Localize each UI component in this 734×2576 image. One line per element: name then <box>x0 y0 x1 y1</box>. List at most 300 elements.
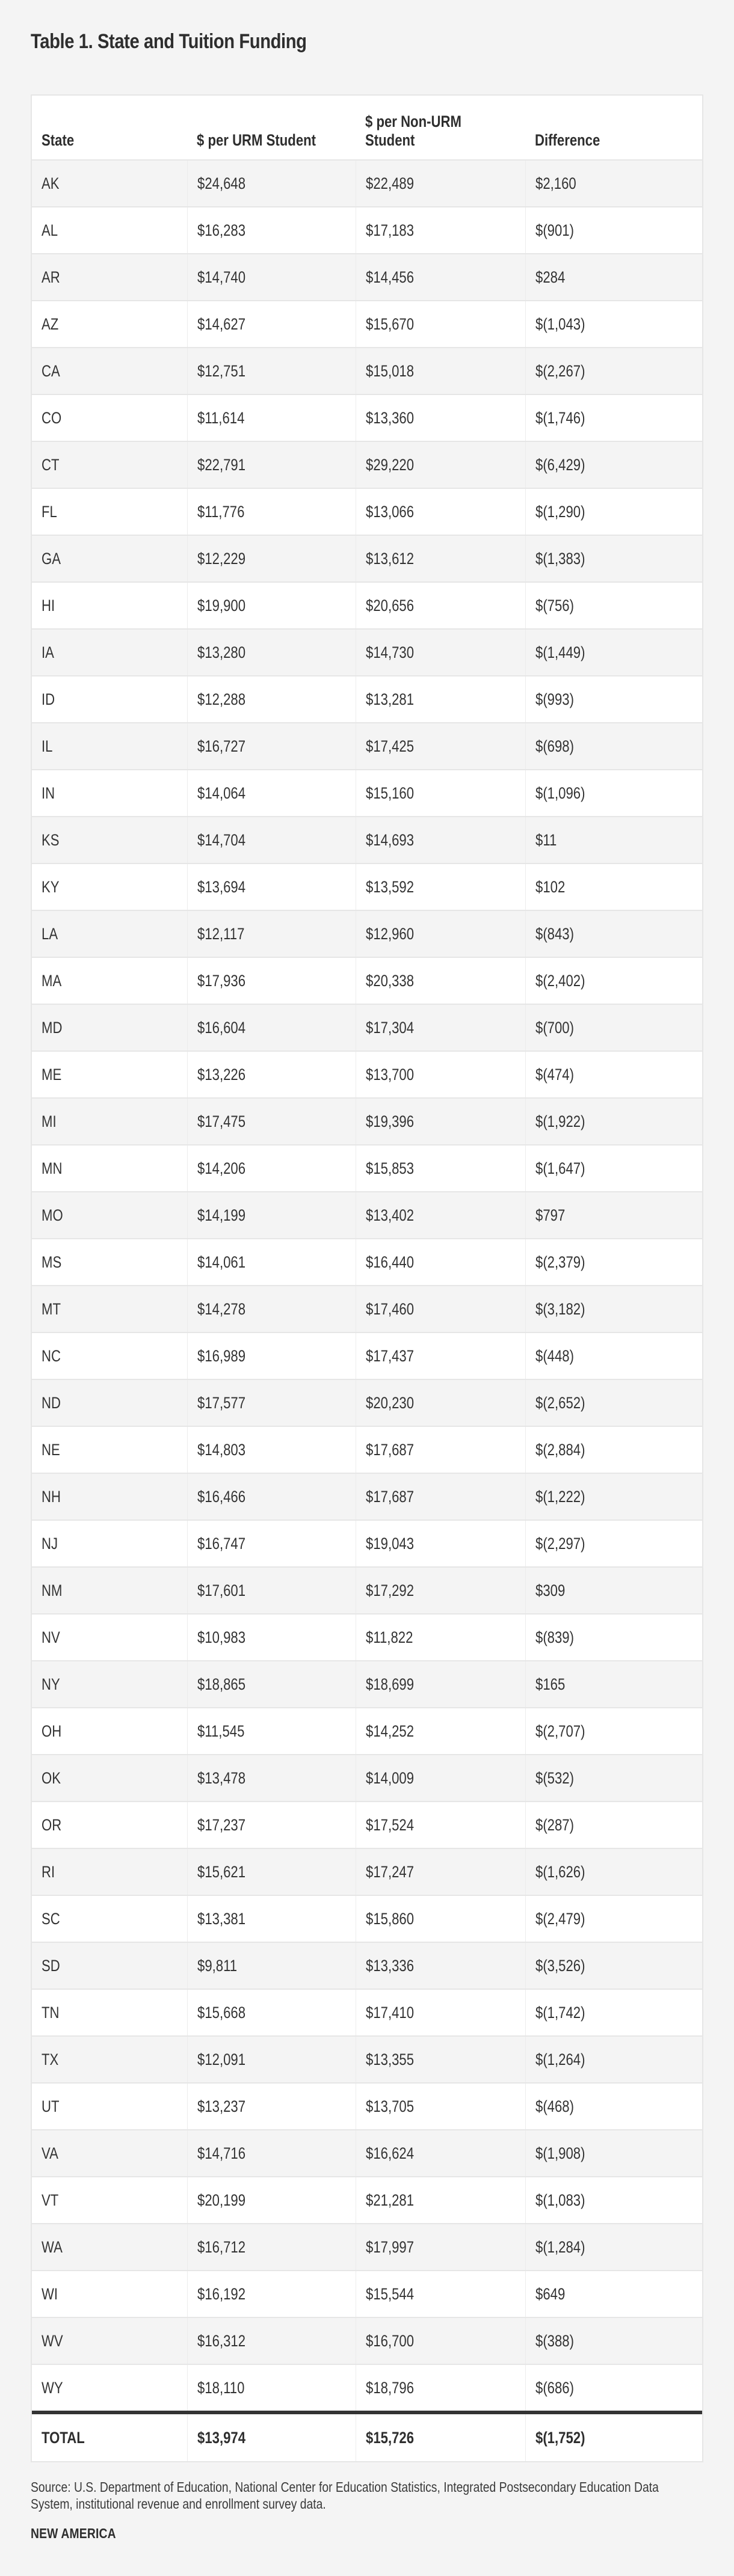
difference-value: $(2,884) <box>535 1440 585 1459</box>
state-value: SD <box>42 1956 60 1975</box>
cell-urm <box>187 723 356 769</box>
cell-urm <box>187 864 356 910</box>
state-value: NM <box>42 1581 63 1599</box>
state-value: KY <box>42 877 60 896</box>
difference-value: $(2,479) <box>535 1909 585 1928</box>
table-row <box>32 675 702 722</box>
non-urm-value: $13,592 <box>366 877 415 896</box>
table-row <box>32 206 702 253</box>
cell-difference <box>525 2177 702 2223</box>
table-row <box>32 1754 702 1801</box>
state-value: SC <box>42 1909 60 1928</box>
table-row <box>32 347 702 394</box>
non-urm-value: $15,160 <box>366 784 415 802</box>
cell-difference <box>525 489 702 535</box>
cell-state <box>32 1755 187 1801</box>
difference-value: $(532) <box>535 1768 574 1787</box>
non-urm-value: $18,699 <box>366 1675 415 1693</box>
cell-non-urm <box>356 2037 525 2082</box>
total-urm: $13,974 <box>197 2428 246 2447</box>
non-urm-value: $17,425 <box>366 737 415 755</box>
state-value: CO <box>42 408 62 427</box>
cell-non-urm <box>356 723 525 769</box>
cell-non-urm <box>356 2224 525 2270</box>
non-urm-value: $17,183 <box>366 221 415 239</box>
cell-non-urm <box>356 1380 525 1426</box>
cell-urm <box>187 1615 356 1660</box>
cell-urm <box>187 2177 356 2223</box>
cell-difference <box>525 1145 702 1191</box>
cell-difference <box>525 1474 702 1520</box>
difference-value: $(1,626) <box>535 1862 585 1881</box>
non-urm-value: $17,247 <box>366 1862 415 1881</box>
cell-urm <box>187 1943 356 1989</box>
cell-non-urm <box>356 770 525 816</box>
urm-value: $11,776 <box>197 502 245 521</box>
cell-non-urm <box>356 1661 525 1707</box>
table-row <box>32 1660 702 1707</box>
difference-value: $(1,083) <box>535 2191 585 2209</box>
urm-value: $16,604 <box>197 1018 246 1037</box>
cell-state <box>32 1802 187 1848</box>
urm-value: $19,900 <box>197 596 246 615</box>
state-value: RI <box>42 1862 55 1881</box>
cell-non-urm <box>356 1005 525 1050</box>
difference-value: $(388) <box>535 2331 574 2350</box>
cell-non-urm <box>356 911 525 957</box>
state-value: ID <box>42 690 55 708</box>
table-row <box>32 1520 702 1566</box>
cell-urm <box>187 1286 356 1332</box>
cell-state <box>32 2130 187 2176</box>
urm-value: $13,226 <box>197 1065 246 1084</box>
cell-urm <box>187 1521 356 1566</box>
cell-urm <box>187 207 356 253</box>
cell-non-urm <box>356 161 525 206</box>
cell-state <box>32 1943 187 1989</box>
difference-value: $11 <box>535 830 557 849</box>
table-row <box>32 1989 702 2035</box>
urm-value: $14,716 <box>197 2144 246 2162</box>
cell-difference <box>525 2224 702 2270</box>
cell-non-urm <box>356 1896 525 1942</box>
non-urm-value: $15,860 <box>366 1909 415 1928</box>
cell-state <box>32 2271 187 2317</box>
cell-non-urm <box>356 1099 525 1144</box>
cell-difference <box>525 254 702 300</box>
cell-state <box>32 1380 187 1426</box>
cell-urm <box>187 1005 356 1050</box>
urm-value: $12,751 <box>197 361 246 380</box>
difference-value: $(686) <box>535 2378 574 2397</box>
cell-difference <box>525 630 702 675</box>
table-row <box>32 535 702 581</box>
table-body <box>32 159 702 2411</box>
urm-value: $15,621 <box>197 1862 246 1881</box>
urm-value: $13,694 <box>197 877 246 896</box>
cell-difference <box>525 161 702 206</box>
table-row <box>32 581 702 628</box>
cell-urm <box>187 1192 356 1238</box>
table-row <box>32 2129 702 2176</box>
cell-urm <box>187 395 356 441</box>
state-value: MD <box>42 1018 63 1037</box>
cell-non-urm <box>356 348 525 394</box>
cell-urm <box>187 536 356 581</box>
cell-state <box>32 583 187 628</box>
cell-urm <box>187 301 356 347</box>
cell-non-urm <box>356 676 525 722</box>
difference-value: $(448) <box>535 1346 574 1365</box>
non-urm-value: $13,336 <box>366 1956 415 1975</box>
cell-non-urm <box>356 2130 525 2176</box>
cell-difference <box>525 1099 702 1144</box>
cell-non-urm <box>356 1802 525 1848</box>
urm-value: $11,614 <box>197 408 245 427</box>
table-row <box>32 2317 702 2364</box>
cell-non-urm <box>356 1521 525 1566</box>
cell-non-urm <box>356 1427 525 1473</box>
urm-value: $17,577 <box>197 1393 246 1412</box>
non-urm-value: $21,281 <box>366 2191 415 2209</box>
urm-value: $11,545 <box>197 1722 245 1740</box>
cell-urm <box>187 2130 356 2176</box>
non-urm-value: $14,456 <box>366 268 415 286</box>
cell-urm <box>187 583 356 628</box>
cell-difference <box>525 1380 702 1426</box>
table-row <box>32 2082 702 2129</box>
difference-value: $284 <box>535 268 566 286</box>
cell-non-urm <box>356 1568 525 1613</box>
difference-value: $(1,383) <box>535 549 585 568</box>
difference-value: $(901) <box>535 221 574 239</box>
urm-value: $14,803 <box>197 1440 246 1459</box>
state-value: ND <box>42 1393 61 1412</box>
urm-value: $16,192 <box>197 2284 246 2303</box>
cell-state <box>32 911 187 957</box>
state-value: OR <box>42 1815 62 1834</box>
cell-non-urm <box>356 536 525 581</box>
non-urm-value: $13,402 <box>366 1206 415 1224</box>
cell-difference <box>525 723 702 769</box>
urm-value: $12,229 <box>197 549 246 568</box>
state-value: UT <box>42 2097 60 2115</box>
non-urm-value: $17,687 <box>366 1440 415 1459</box>
state-value: FL <box>42 502 57 521</box>
urm-value: $12,091 <box>197 2050 246 2068</box>
difference-value: $(2,402) <box>535 971 585 990</box>
header-state[interactable] <box>32 96 187 159</box>
difference-value: $(3,526) <box>535 1956 585 1975</box>
difference-value: $(2,379) <box>535 1253 585 1271</box>
urm-value: $15,668 <box>197 2003 246 2022</box>
header-difference-label: Difference <box>535 131 600 149</box>
non-urm-value: $16,700 <box>366 2331 415 2350</box>
table-row <box>32 1426 702 1473</box>
non-urm-value: $19,396 <box>366 1112 415 1130</box>
urm-value: $12,288 <box>197 690 246 708</box>
cell-difference <box>525 958 702 1004</box>
difference-value: $(1,908) <box>535 2144 585 2162</box>
total-non-urm: $15,726 <box>366 2428 415 2447</box>
urm-value: $12,117 <box>197 924 245 943</box>
difference-value: $(1,043) <box>535 314 585 333</box>
difference-value: $309 <box>535 1581 566 1599</box>
table-row <box>32 2270 702 2317</box>
cell-urm <box>187 1052 356 1097</box>
cell-difference <box>525 1192 702 1238</box>
state-value: IA <box>42 643 54 661</box>
cell-urm <box>187 1708 356 1754</box>
cell-urm <box>187 1239 356 1285</box>
total-difference: $(1,752) <box>535 2428 585 2447</box>
table-row <box>32 159 702 206</box>
state-value: MI <box>42 1112 57 1130</box>
difference-value: $(1,746) <box>535 408 585 427</box>
non-urm-value: $13,360 <box>366 408 415 427</box>
cell-state <box>32 1896 187 1942</box>
cell-difference <box>525 1427 702 1473</box>
state-value: MN <box>42 1159 63 1177</box>
non-urm-value: $13,705 <box>366 2097 415 2115</box>
header-non-urm[interactable] <box>356 96 525 159</box>
table-row <box>32 628 702 675</box>
difference-value: $(700) <box>535 1018 574 1037</box>
state-value: MA <box>42 971 62 990</box>
difference-value: $102 <box>535 877 566 896</box>
difference-value: $(1,290) <box>535 502 585 521</box>
cell-difference <box>525 1286 702 1332</box>
state-value: KS <box>42 830 60 849</box>
cell-state <box>32 301 187 347</box>
cell-difference <box>525 2037 702 2082</box>
table-row <box>32 1848 702 1895</box>
urm-value: $14,704 <box>197 830 246 849</box>
difference-value: $(1,449) <box>535 643 585 661</box>
cell-urm <box>187 630 356 675</box>
state-value: WI <box>42 2284 58 2303</box>
urm-value: $14,740 <box>197 268 246 286</box>
cell-urm <box>187 1802 356 1848</box>
non-urm-value: $16,624 <box>366 2144 415 2162</box>
cell-difference <box>525 817 702 863</box>
cell-state <box>32 1474 187 1520</box>
cell-difference <box>525 348 702 394</box>
non-urm-value: $17,524 <box>366 1815 415 1834</box>
cell-state <box>32 2037 187 2082</box>
difference-value: $(698) <box>535 737 574 755</box>
cell-difference <box>525 2271 702 2317</box>
cell-state <box>32 489 187 535</box>
cell-urm <box>187 1849 356 1895</box>
cell-state <box>32 1192 187 1238</box>
cell-urm <box>187 489 356 535</box>
cell-non-urm <box>356 442 525 488</box>
table-header-row <box>32 96 702 159</box>
cell-state <box>32 1990 187 2035</box>
header-state-label: State <box>42 131 75 149</box>
cell-urm <box>187 958 356 1004</box>
cell-state <box>32 161 187 206</box>
cell-urm <box>187 1568 356 1613</box>
cell-non-urm <box>356 2365 525 2411</box>
total-label: TOTAL <box>42 2428 85 2447</box>
total-difference-cell <box>525 2414 702 2461</box>
urm-value: $20,199 <box>197 2191 246 2209</box>
header-difference[interactable] <box>525 96 702 159</box>
cell-state <box>32 630 187 675</box>
cell-difference <box>525 395 702 441</box>
cell-difference <box>525 1568 702 1613</box>
difference-value: $797 <box>535 1206 566 1224</box>
table-row <box>32 1613 702 1660</box>
state-value: AL <box>42 221 58 239</box>
source-note: Source: U.S. Department of Education, National Center for Education Statistics, Integrated Postsecondary Education Data System, institutional revenue and enrollment survey data. <box>31 2479 659 2512</box>
non-urm-value: $17,410 <box>366 2003 415 2022</box>
difference-value: $(1,096) <box>535 784 585 802</box>
state-value: OK <box>42 1768 61 1787</box>
non-urm-value: $17,687 <box>366 1487 415 1506</box>
cell-non-urm <box>356 1286 525 1332</box>
cell-non-urm <box>356 1990 525 2035</box>
state-value: NV <box>42 1628 60 1646</box>
cell-non-urm <box>356 1708 525 1754</box>
table-row <box>32 1379 702 1426</box>
difference-value: $(1,284) <box>535 2237 585 2256</box>
urm-value: $14,064 <box>197 784 246 802</box>
table-row <box>32 394 702 441</box>
table-row <box>32 769 702 816</box>
cell-difference <box>525 1990 702 2035</box>
cell-non-urm <box>356 2318 525 2364</box>
table-row <box>32 1473 702 1520</box>
cell-difference <box>525 1333 702 1379</box>
urm-value: $24,648 <box>197 174 246 192</box>
cell-difference <box>525 1708 702 1754</box>
cell-difference <box>525 2318 702 2364</box>
table-row <box>32 2223 702 2270</box>
table-row <box>32 863 702 910</box>
non-urm-value: $17,292 <box>366 1581 415 1599</box>
cell-difference <box>525 442 702 488</box>
cell-non-urm <box>356 395 525 441</box>
cell-state <box>32 1099 187 1144</box>
non-urm-value: $15,853 <box>366 1159 415 1177</box>
table-row <box>32 1285 702 1332</box>
cell-urm <box>187 2224 356 2270</box>
cell-urm <box>187 2318 356 2364</box>
header-urm[interactable] <box>187 96 356 159</box>
cell-state <box>32 1568 187 1613</box>
state-value: AK <box>42 174 60 192</box>
state-value: MS <box>42 1253 62 1271</box>
non-urm-value: $12,960 <box>366 924 415 943</box>
cell-urm <box>187 2365 356 2411</box>
urm-value: $13,381 <box>197 1909 246 1928</box>
cell-urm <box>187 2037 356 2082</box>
non-urm-value: $20,230 <box>366 1393 415 1412</box>
cell-state <box>32 1005 187 1050</box>
cell-difference <box>525 1052 702 1097</box>
table-row <box>32 253 702 300</box>
difference-value: $(839) <box>535 1628 574 1646</box>
cell-non-urm <box>356 1239 525 1285</box>
table-row <box>32 2035 702 2082</box>
cell-urm <box>187 1755 356 1801</box>
cell-urm <box>187 1145 356 1191</box>
non-urm-value: $14,252 <box>366 1722 415 1740</box>
cell-non-urm <box>356 254 525 300</box>
difference-value: $(3,182) <box>535 1299 585 1318</box>
total-label-cell <box>32 2414 187 2461</box>
urm-value: $13,478 <box>197 1768 246 1787</box>
state-value: AR <box>42 268 60 286</box>
cell-non-urm <box>356 489 525 535</box>
state-value: MO <box>42 1206 63 1224</box>
state-value: CA <box>42 361 60 380</box>
cell-state <box>32 1521 187 1566</box>
urm-value: $17,936 <box>197 971 246 990</box>
cell-difference <box>525 1239 702 1285</box>
cell-state <box>32 676 187 722</box>
urm-value: $18,865 <box>197 1675 246 1693</box>
cell-urm <box>187 676 356 722</box>
table-row <box>32 300 702 347</box>
cell-non-urm <box>356 958 525 1004</box>
table-title: Table 1. State and Tuition Funding <box>31 30 307 53</box>
table-row <box>32 910 702 957</box>
cell-state <box>32 864 187 910</box>
state-value: WA <box>42 2237 63 2256</box>
difference-value: $(756) <box>535 596 574 615</box>
urm-value: $13,237 <box>197 2097 246 2115</box>
state-value: TX <box>42 2050 59 2068</box>
cell-difference <box>525 1802 702 1848</box>
urm-value: $14,627 <box>197 314 246 333</box>
table-row <box>32 816 702 863</box>
urm-value: $13,280 <box>197 643 246 661</box>
funding-table <box>31 94 703 2462</box>
difference-value: $(1,742) <box>535 2003 585 2022</box>
cell-state <box>32 395 187 441</box>
state-value: LA <box>42 924 58 943</box>
cell-urm <box>187 1427 356 1473</box>
non-urm-value: $15,670 <box>366 314 415 333</box>
total-urm-cell <box>187 2414 356 2461</box>
cell-urm <box>187 1896 356 1942</box>
urm-value: $18,110 <box>197 2378 245 2397</box>
non-urm-value: $15,544 <box>366 2284 415 2303</box>
cell-non-urm <box>356 2084 525 2129</box>
difference-value: $(6,429) <box>535 455 585 474</box>
cell-state <box>32 1427 187 1473</box>
non-urm-value: $13,700 <box>366 1065 415 1084</box>
cell-state <box>32 254 187 300</box>
urm-value: $16,727 <box>197 737 246 755</box>
cell-non-urm <box>356 207 525 253</box>
non-urm-value: $14,693 <box>366 830 415 849</box>
state-value: MT <box>42 1299 61 1318</box>
urm-value: $14,199 <box>197 1206 246 1224</box>
non-urm-value: $13,066 <box>366 502 415 521</box>
table-row <box>32 1942 702 1989</box>
cell-urm <box>187 770 356 816</box>
cell-urm <box>187 1474 356 1520</box>
cell-difference <box>525 1521 702 1566</box>
non-urm-value: $15,018 <box>366 361 415 380</box>
total-row <box>32 2414 702 2461</box>
table-row <box>32 1238 702 1285</box>
